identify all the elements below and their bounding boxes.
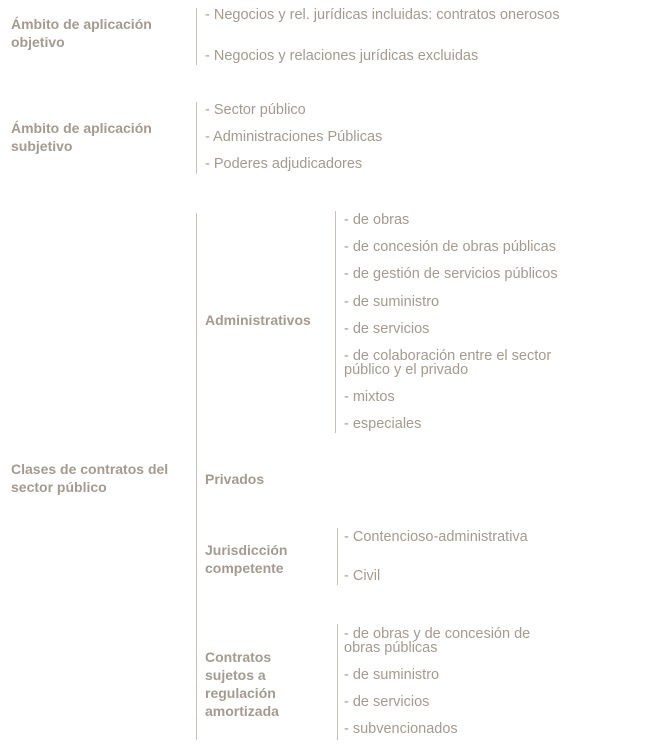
subheading-privados: Privados [205,471,265,487]
heading-clases-contratos: Clases de contratos del sector público [11,461,169,495]
subheading-administrativos: Administrativos [205,312,311,328]
item-admin-gestion-servicios: - de gestión de servicios públicos [344,266,558,282]
heading-ambito-subjetivo: Ámbito de aplicación subjetivo [11,120,152,154]
subheading-regulacion-amortizada: Contratos sujetos a regulación amortizada [205,649,279,719]
bracket-line-subjetivo [196,102,197,174]
item-sector-publico: - Sector público [205,102,306,118]
item-objetivo-incluidas: - Negocios y rel. jurídicas incluidas: contratos onerosos [205,7,560,23]
item-poderes-adjudicadores: - Poderes adjudicadores [205,156,363,172]
item-admin-concesion-obras: - de concesión de obras públicas [344,239,556,255]
item-contencioso-administrativa: - Contencioso-administrativa [344,529,528,545]
heading-ambito-objetivo: Ámbito de aplicación objetivo [11,16,152,50]
bracket-line-clases [196,213,197,740]
item-admin-especiales: - especiales [344,416,422,432]
item-reg-suministro: - de suministro [344,667,440,683]
item-admin-obras: - de obras [344,212,410,228]
item-administraciones-publicas: - Administraciones Públicas [205,129,383,145]
item-reg-obras-concesion: - de obras y de concesión de obras públicas [344,626,531,656]
bracket-line-regulacion [337,624,338,740]
item-reg-servicios: - de servicios [344,694,430,710]
item-objetivo-excluidas: - Negocios y relaciones jurídicas excluidas [205,48,479,64]
item-admin-colaboracion: - de colaboración entre el sector público y el privado [344,348,552,378]
item-admin-servicios: - de servicios [344,321,430,337]
bracket-line-administrativos [335,211,336,433]
bracket-line-jurisdiccion [337,528,338,585]
item-civil: - Civil [344,568,381,584]
subheading-jurisdiccion-competente: Jurisdicción competente [205,542,288,576]
item-admin-suministro: - de suministro [344,294,440,310]
item-admin-mixtos: - mixtos [344,389,395,405]
bracket-line-objetivo [196,8,197,65]
item-reg-subvencionados: - subvencionados [344,721,458,737]
